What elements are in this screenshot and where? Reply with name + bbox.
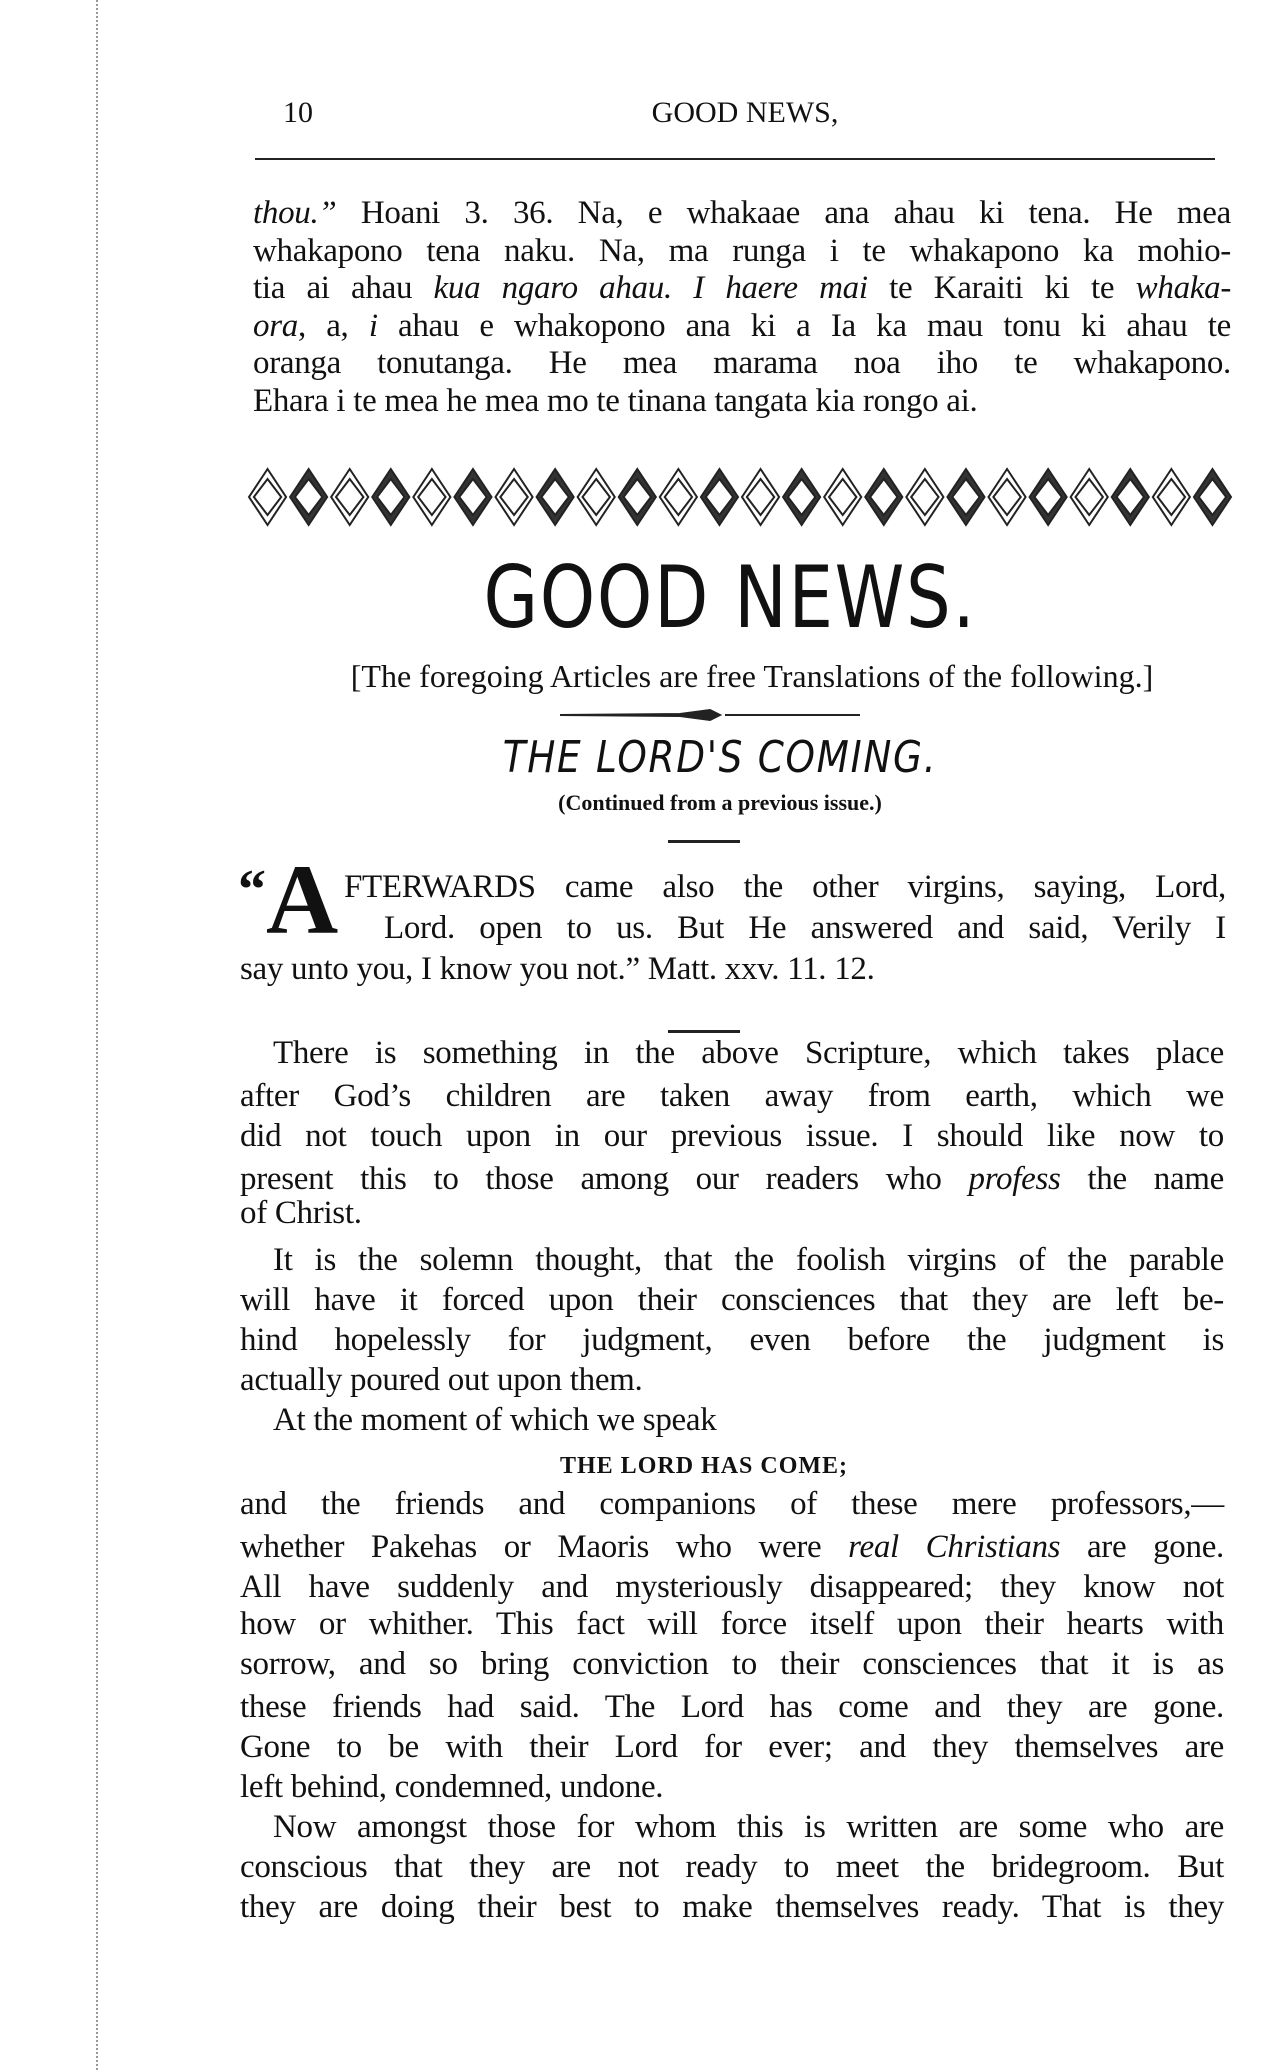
ornament-diamond: [865, 469, 902, 525]
text-segment: At the moment of which we speak: [273, 1402, 717, 1438]
text-line: [273, 1033, 1224, 1073]
text-line: [253, 343, 1231, 383]
text-line: [240, 1360, 643, 1400]
text-line: [240, 1767, 663, 1807]
small-ornament-icon: [560, 708, 870, 722]
ornament-diamond: [619, 469, 656, 525]
text-line: [240, 1280, 1224, 1320]
ornament-diamond: [947, 469, 984, 525]
header-rule: [255, 158, 1215, 160]
translation-note: [The foregoing Articles are free Translations of the following.]: [350, 658, 1154, 694]
italic-text: kua ngaro ahau.: [433, 270, 672, 306]
ornament-diamond: [249, 469, 286, 525]
open-quote-mark: “: [238, 859, 266, 921]
text-line: [240, 1604, 1224, 1644]
running-title: GOOD NEWS,: [651, 96, 839, 129]
ornament-diamond: [660, 469, 697, 525]
ornament-diamond: [372, 469, 409, 525]
text-line: [240, 1116, 1224, 1156]
divider-rule: [668, 840, 740, 843]
page-binding-edge: [96, 0, 108, 2070]
text-segment: THE LORD HAS COME;: [560, 1453, 849, 1479]
italic-text: i: [368, 307, 378, 344]
italic-text: whaka-: [1135, 270, 1232, 306]
text-segment: came also the other virgins, saying, Lord,: [535, 869, 1226, 905]
ornament-band: [247, 465, 1233, 529]
text-segment: conscious that they are not ready to meet the bridegroom. But: [240, 1849, 1224, 1885]
ornament-diamond: [578, 469, 615, 525]
text-segment: tia ai ahau: [253, 270, 434, 306]
text-segment: oranga tonutanga. He mea marama noa iho te whakapono.: [253, 345, 1231, 381]
ornament-diamond: [331, 469, 368, 525]
text-segment: say unto you, I know you not.” Matt. xxv. 11. 12.: [240, 951, 875, 987]
text-segment: , a,: [297, 307, 369, 344]
ornament-diamond: [783, 469, 820, 525]
section-title: GOOD NEWS.: [483, 548, 977, 648]
text-segment: Hoani 3. 36. Na, e whakaae ana ahau ki tena. He mea: [336, 195, 1231, 231]
text-line: [253, 381, 977, 421]
text-segment: whakapono tena naku. Na, ma runga i te whakapono ka mohio-: [253, 232, 1231, 269]
text-line: [253, 231, 1231, 271]
text-segment: [672, 270, 693, 306]
text-segment: how or whither. This fact will force itself upon their hearts with: [240, 1606, 1224, 1642]
ornament-diamond: [454, 469, 491, 525]
text-line: [240, 1847, 1224, 1887]
ornament-diamond: [701, 469, 738, 525]
text-line: [240, 1887, 1224, 1927]
article-title: THE LORD'S COMING.: [502, 732, 938, 783]
text-segment: the name: [1060, 1161, 1225, 1197]
text-segment: actually poured out upon them.: [240, 1362, 643, 1398]
text-line: [240, 1687, 1224, 1727]
text-segment: will have it forced upon their consciences that they are left be-: [240, 1282, 1224, 1318]
ornament-diamond: [1194, 469, 1231, 525]
text-segment: did not touch upon in our previous issue. I should like now to: [240, 1118, 1224, 1154]
text-segment: All have suddenly and mysteriously disappeared; they know not: [240, 1569, 1224, 1605]
text-line: [240, 1567, 1224, 1607]
text-segment: FTERWARDS: [344, 869, 536, 905]
text-line: [253, 306, 1231, 346]
text-line: [240, 1320, 1224, 1360]
text-line: [240, 1727, 1224, 1767]
text-segment: sorrow, and so bring conviction to their consciences that it is as: [240, 1646, 1224, 1682]
ornament-diamond: [989, 469, 1026, 525]
text-segment: present this to those among our readers who: [240, 1161, 969, 1197]
ornament-diamond: [537, 469, 574, 525]
text-line: [240, 1527, 1224, 1567]
text-segment: ahau e whakopono ana ki a Ia ka mau tonu ki ahau te: [377, 307, 1231, 344]
italic-text: I haere mai: [693, 270, 868, 306]
text-line: [240, 1644, 1224, 1684]
ornament-diamond: [906, 469, 943, 525]
ornament-diamond: [496, 469, 533, 525]
text-line: [253, 193, 1231, 233]
ornament-diamond: [742, 469, 779, 525]
ornament-diamond: [1030, 469, 1067, 525]
ornament-diamond: [1153, 469, 1190, 525]
text-segment: they are doing their best to make themselves ready. That is they: [240, 1889, 1224, 1925]
text-segment: after God’s children are taken away from earth, which we: [240, 1078, 1224, 1114]
ornament-diamond: [1112, 469, 1149, 525]
text-line: [273, 1240, 1224, 1280]
text-segment: whether Pakehas or Maoris who were: [240, 1529, 849, 1565]
text-line: [560, 1443, 848, 1486]
text-line: [240, 949, 875, 989]
text-segment: hind hopelessly for judgment, even before the judgment is: [240, 1322, 1224, 1358]
text-line: [240, 1159, 1224, 1199]
text-segment: left behind, condemned, undone.: [240, 1769, 664, 1805]
text-segment: There is something in the above Scripture, which takes place: [273, 1035, 1224, 1071]
text-segment: te Karaiti ki te: [867, 270, 1136, 306]
text-line: [384, 908, 1226, 948]
ornament-diamond: [1071, 469, 1108, 525]
italic-text: ora: [253, 307, 298, 344]
text-line: [273, 1400, 716, 1440]
text-segment: Ehara i te mea he mea mo te tinana tangata kia rongo ai.: [253, 382, 978, 419]
text-segment: Now amongst those for whom this is written are some who are: [273, 1809, 1224, 1845]
text-segment: Gone to be with their Lord for ever; and they themselves are: [240, 1729, 1224, 1765]
italic-text: thou.”: [253, 195, 337, 231]
text-line: [273, 1807, 1224, 1847]
text-segment: these friends had said. The Lord has come and they are gone.: [240, 1689, 1224, 1725]
text-line: [344, 867, 1226, 907]
ornament-diamond: [290, 469, 327, 525]
ornament-diamond: [413, 469, 450, 525]
italic-text: real Christians: [848, 1529, 1061, 1565]
text-line: [240, 1076, 1224, 1116]
text-segment: of Christ.: [240, 1195, 362, 1231]
text-line: [253, 268, 1231, 308]
text-segment: It is the solemn thought, that the foolish virgins of the parable: [273, 1242, 1224, 1278]
page-number: 10: [283, 96, 313, 129]
ornament-diamond: [824, 469, 861, 525]
text-line: [240, 1193, 362, 1233]
text-segment: are gone.: [1060, 1529, 1224, 1565]
text-segment: Lord. open to us. But He answered and said, Verily I: [384, 910, 1226, 946]
italic-text: profess: [968, 1161, 1061, 1197]
text-segment: and the friends and companions of these mere professors,—: [240, 1486, 1224, 1522]
continued-note: (Continued from a previous issue.): [558, 790, 882, 815]
drop-cap: A: [266, 844, 339, 955]
text-line: [240, 1484, 1224, 1524]
